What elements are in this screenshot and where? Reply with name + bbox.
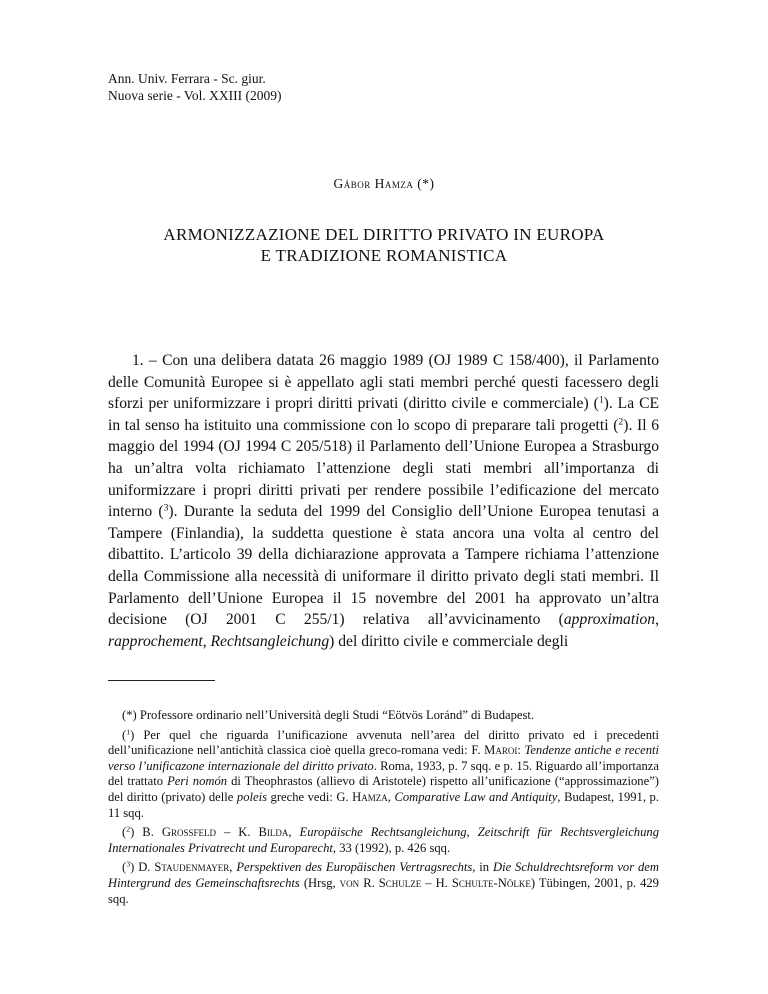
footnote-ref-1: 1	[598, 394, 604, 406]
term-rapprochement: rapprochement	[108, 632, 203, 650]
footnote-mark: (*)	[122, 708, 137, 722]
footnote-text: ,	[288, 825, 300, 840]
cited-work: Perspektiven des Europäischen Vertragsrechts	[236, 860, 473, 875]
title-line-1: ARMONIZZAZIONE DEL DIRITTO PRIVATO IN EUROPA	[163, 225, 605, 244]
body-segment: . Il 6 maggio del 1994 (OJ 1994 C 205/518) il Parlamento dell’Unione Europea a Strasburgo ha un’altra volta richiamato l’attenzione degli stati membri all’importanza di uniformizzare i propri diritti privati per rendere possibile l’edificazione del mercato interno	[108, 416, 659, 521]
footnote-3: ($^3$) D. Staudenmayer, Perspektiven des Europäischen Vertragsrechts, in Die Schuldrechtsreform vor dem Hintergrund des Gemeinschaftsrechts (Hrsg, von R. Schulze – H. Schulte-Nölke) Tübingen, 2001, p. 429 sqq.	[108, 860, 659, 906]
footnote-text: ,	[229, 860, 237, 875]
journal-line-1: Ann. Univ. Ferrara - Sc. giur.	[108, 71, 266, 86]
footnote-text: , in	[472, 860, 493, 875]
cited-author: Maroi	[484, 743, 518, 758]
footnote-text: – K.	[215, 825, 259, 840]
cited-author: Schulte-Nölke	[451, 875, 531, 890]
footnote-text: – H.	[421, 875, 452, 890]
footnote-1: ($^1$) Per quel che riguarda l’unificazione avvenuta nell’area del diritto privato ed i precedenti dell’unificazione nell’antichità classica cioè quella greco-romana vedi: F. Maroi: Tendenze antiche e recenti verso l’unificazone internazionale del diritto privato. Roma, 1933, p. 7 sqq. e p. 15. Riguardo all’importanza del trattato Peri nomón di Theophrastos (allievo di Aristotele) rispetto all’unificazione (“approssimazione”) del diritto (privato) delle poleis greche vedi: G. Hamza, Comparative Law and Antiquity, Budapest, 1991, p. 11 sqq.	[108, 727, 660, 820]
body-segment: ) del diritto civile e commerciale degli	[329, 632, 569, 650]
cited-work: Comparative Law and Antiquity	[394, 789, 558, 804]
body-text	[108, 350, 659, 652]
author-first-name: Gábor	[333, 176, 371, 191]
cited-work: Die Schuldrechtsreform vor dem Hintergrund des Gemeinschaftsrechts	[108, 860, 659, 890]
cited-work: poleis	[236, 789, 267, 804]
footnote-star	[108, 708, 659, 724]
footnote-text: Professore ordinario nell’Università degli Studi “Eötvös Loránd” di Budapest.	[139, 708, 535, 722]
footnote-mark: 2	[126, 824, 131, 834]
cited-work: Europäische Rechtsangleichung	[299, 825, 467, 840]
term-approximation: approximation	[563, 611, 656, 629]
footnote-text: ) Tübingen, 2001, p. 429 sqq.	[108, 875, 659, 906]
journal-header	[108, 70, 281, 104]
footnote-text: ,	[387, 789, 395, 804]
paragraph-1: 1. – Con una delibera datata 26 maggio 1989 (OJ 1989 C 158/400), il Parlamento delle Comunità Europee si è appellato agli stati membri perché questi facessero degli sforzi per uniformizzare i propri diritti privati (diritto civile e commerciale) ($^1$). La CE in tal senso ha istituito una commissione con lo scopo di preparare tali progetti ($^2$). Il 6 maggio del 1994 (OJ 1994 C 205/518) il Parlamento dell’Unione Europea a Strasburgo ha un’altra volta richiamato l’attenzione degli stati membri all’importanza di uniformizzare i propri diritti privati per rendere possibile l’edificazione del mercato interno ($^3$). Durante la seduta del 1999 del Consiglio dell’Unione Europea tenutasi a Tampere (Finlandia), la suddetta questione è stata ancora una volta al centro del dibattito. L’articolo 39 della dichiarazione approvata a Tampere richiama l’attenzione della Commissione alla necessità di uniformare il diritto privato degli stati membri. Il Parlamento dell’Unione Europea il 15 novembre del 2001 ha approvato un’altra decisione (OJ 2001 C 255/1) relativa all’avvicinamento (approximation, rapprochement, Rechtsangleichung) del diritto civile e commerciale degli	[108, 352, 659, 650]
footnote-2: ($^2$) B. Großfeld – K. Bilda, Europäische Rechtsangleichung, Zeitschrift für Rechtsvergleichung Internationales Privatrecht und Europarecht, 33 (1992), p. 426 sqq.	[108, 824, 659, 855]
footnote-text: di Theophrastos (allievo di Aristotele) rispetto all’unificazione (“approssimazione”) del diritto (privato) delle	[108, 774, 659, 804]
article-title	[0, 224, 768, 266]
footnote-divider	[108, 680, 215, 681]
footnote-text: D.	[138, 860, 155, 875]
author-note-mark: (*)	[417, 176, 435, 191]
body-segment: . Durante la seduta del 1999 del Consiglio dell’Unione Europea tenutasi a Tampere (Finlandia), la suddetta questione è stata ancora una volta al centro del dibattito. L’articolo 39 della dichiarazione approvata a Tampere richiama l’attenzione della Commissione alla necessità di uniformare il diritto privato degli stati membri. Il Parlamento dell’Unione Europea il 15 novembre del 2001 ha approvato un’altra decisione (OJ 2001 C 255/1) relativa all’avvicinamento (	[108, 503, 659, 629]
cited-author: Staudenmayer	[154, 860, 230, 875]
journal-line-2: Nuova serie - Vol. XXIII (2009)	[108, 88, 282, 103]
cited-author: von R. Schulze	[339, 875, 422, 890]
body-segment: 1. – Con una delibera datata 26 maggio 1989 (OJ 1989 C 158/400), il Parlamento delle Comunità Europee si è appellato agli stati membri perché questi facessero degli sforzi per uniformizzare i propri diritti privati (diritto civile e commerciale)	[108, 352, 659, 413]
footnote-text: , Budapest, 1991, p. 11 sqq.	[108, 789, 659, 820]
footnote-text: , 33 (1992), p. 426 sqq.	[332, 840, 451, 855]
footnote-ref-2: 2	[618, 416, 624, 428]
body-segment: . La CE in tal senso ha istituito una commissione con lo scopo di preparare tali progetti	[108, 395, 659, 434]
cited-author: Großfeld	[161, 825, 216, 840]
footnote-text: ,	[466, 825, 478, 840]
cited-work: Peri nomón	[167, 774, 228, 789]
footnote-text: :	[517, 743, 525, 758]
cited-work: Tendenze antiche e recenti verso l’unificazone internazionale del diritto privato	[108, 743, 660, 773]
term-rechtsangleichung: Rechtsangleichung	[210, 632, 330, 650]
footnote-mark: 3	[126, 860, 131, 870]
footnote-mark: 1	[126, 727, 131, 737]
author-line	[0, 176, 768, 192]
footnotes	[108, 708, 659, 911]
cited-work: Zeitschrift für Rechtsvergleichung Internationales Privatrecht und Europarecht	[108, 825, 659, 855]
author-last-name: Hamza	[374, 176, 414, 191]
footnote-text: (Hrsg,	[299, 875, 340, 890]
footnote-ref-3: 3	[163, 502, 169, 514]
footnote-text: Per quel che riguarda l’unificazione avvenuta nell’area del diritto privato ed i precedenti dell’unificazione nell’antichità classica cioè quella greco-romana vedi: F.	[108, 727, 659, 758]
footnote-text: B.	[142, 825, 162, 840]
footnote-text: . Roma, 1933, p. 7 sqq. e p. 15. Riguardo all’importanza del trattato	[108, 758, 659, 789]
title-line-2: E TRADIZIONE ROMANISTICA	[260, 246, 508, 265]
cited-author: Bilda	[258, 825, 289, 840]
footnote-text: greche vedi: G.	[266, 789, 353, 804]
cited-author: Hamza	[352, 789, 388, 804]
